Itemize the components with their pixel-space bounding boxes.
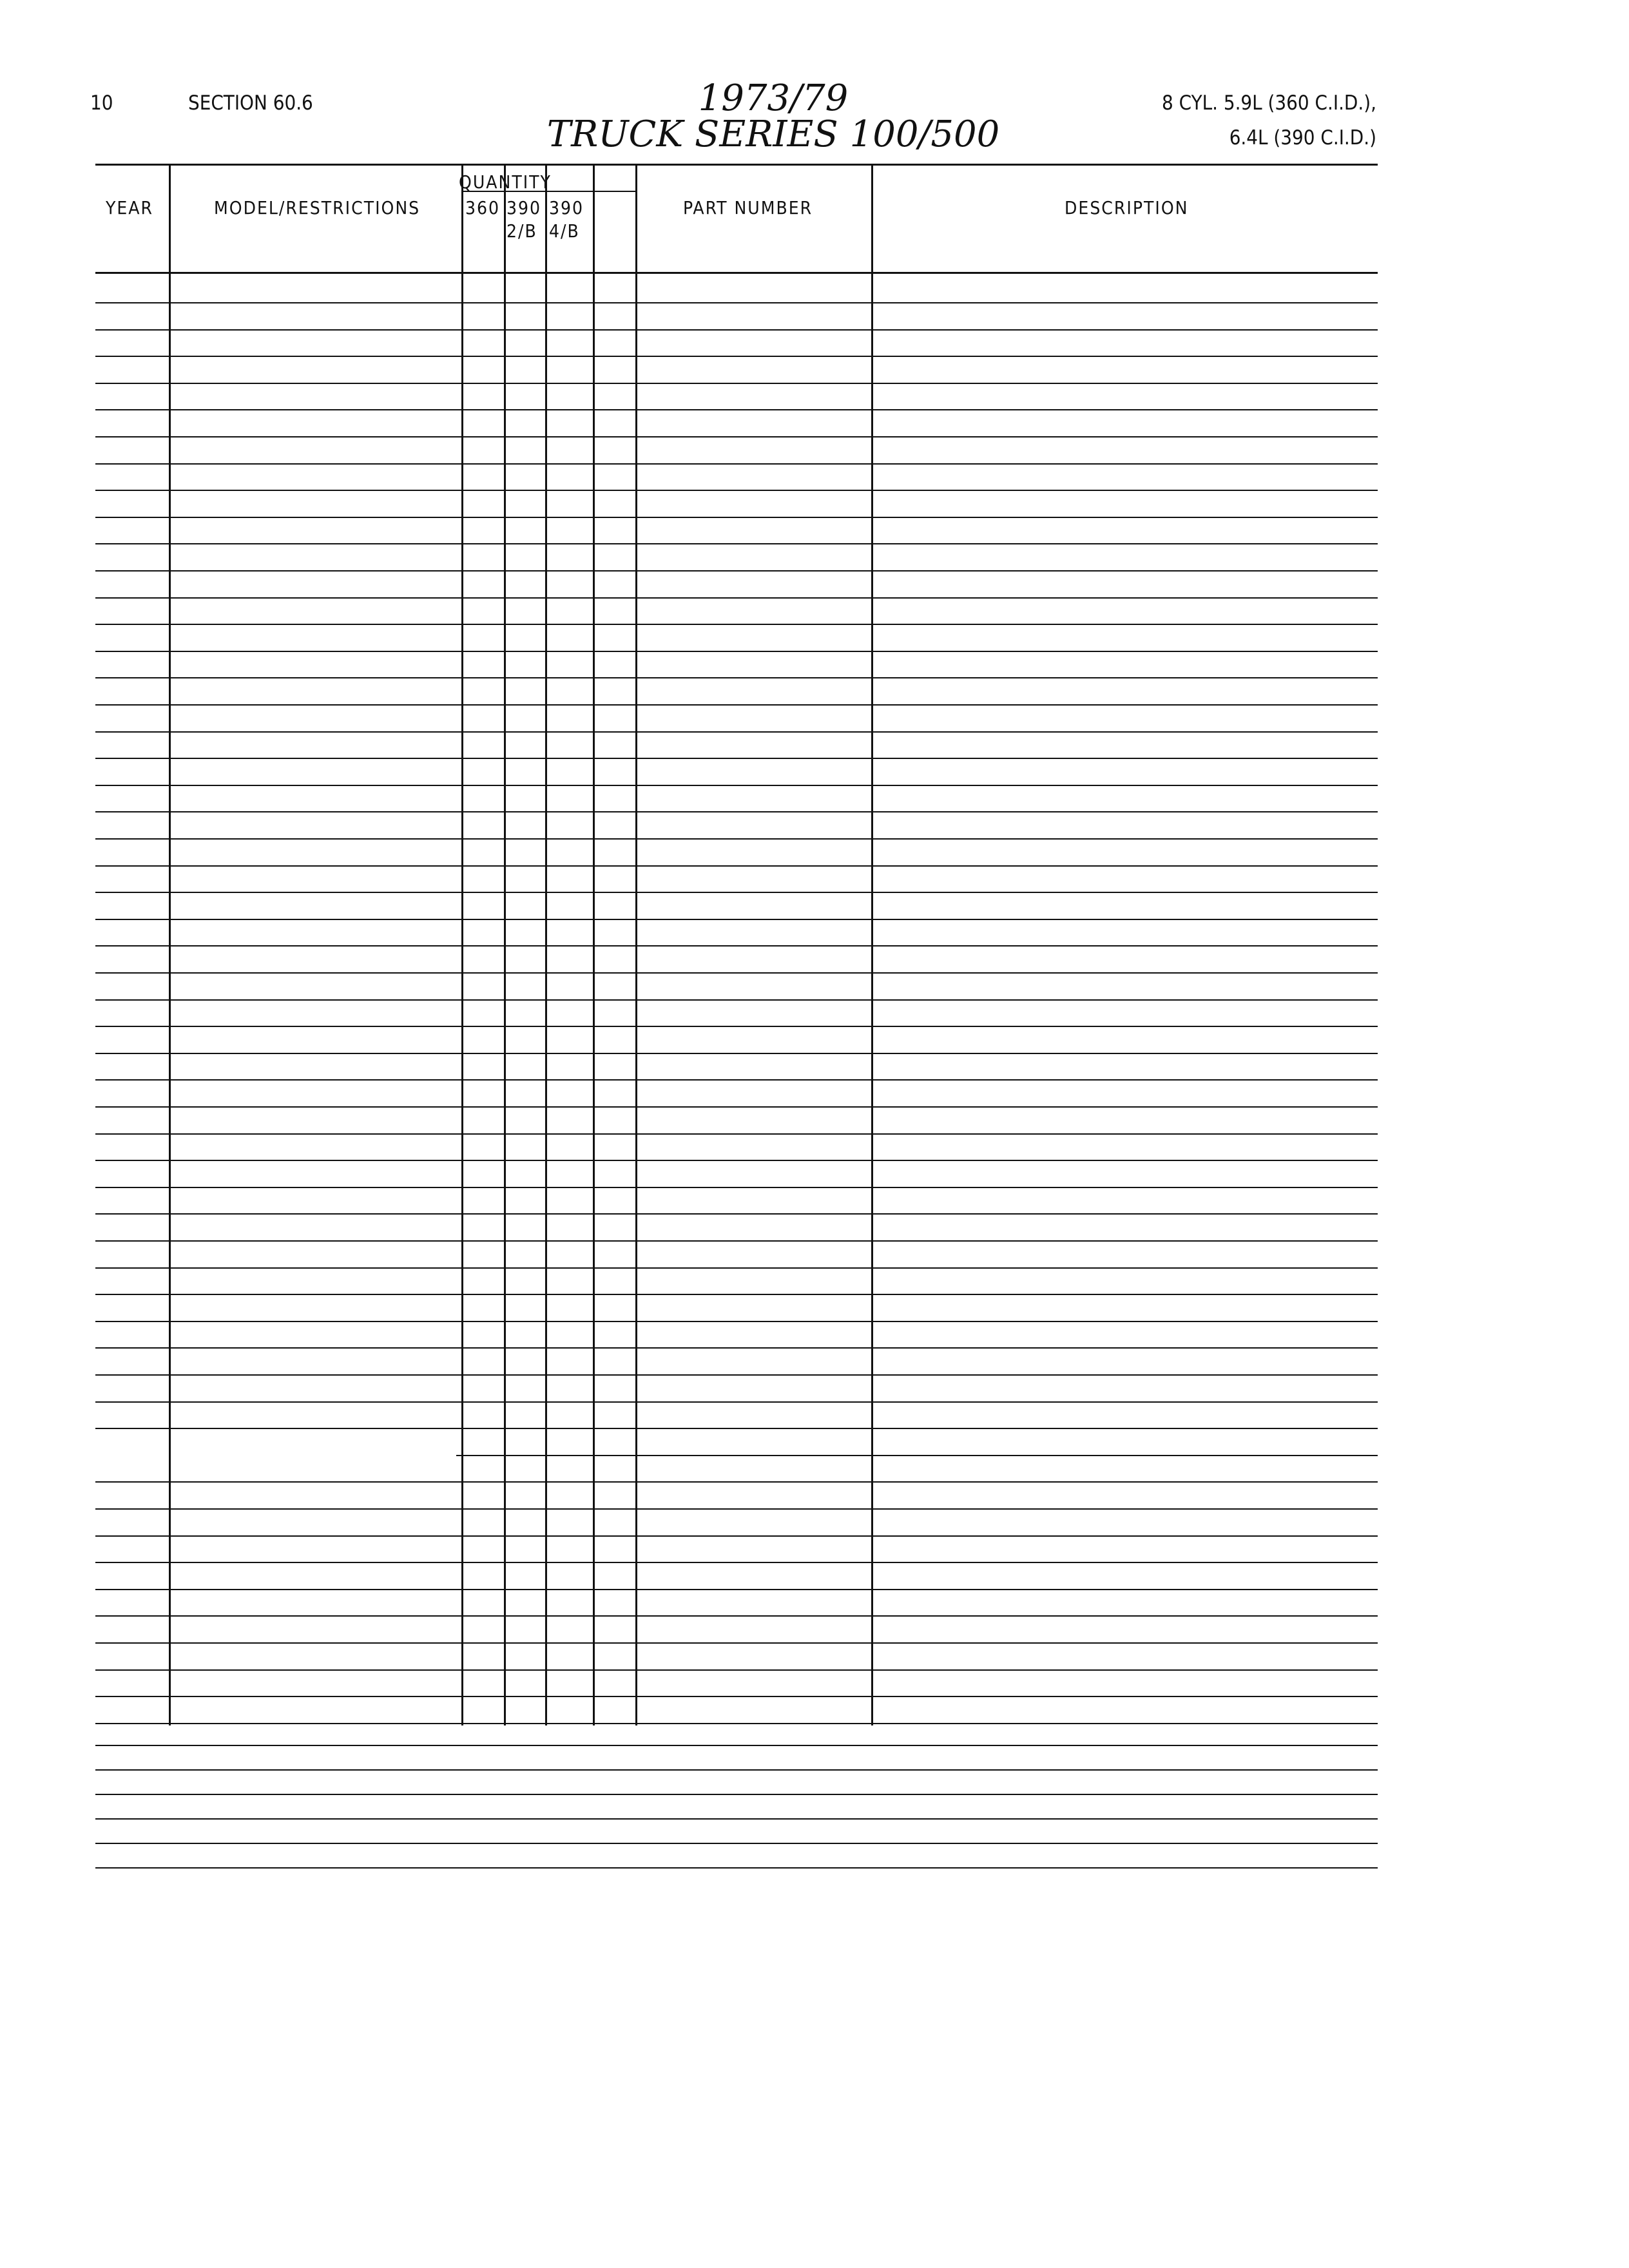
model-col-rule (169, 164, 171, 1725)
row-divider (95, 517, 1378, 518)
page-title-years: 1973/79 (698, 77, 849, 119)
col-header-year: YEAR (106, 197, 154, 218)
row-divider (95, 1723, 1378, 1724)
row-divider (95, 1321, 1378, 1322)
row-divider (95, 731, 1378, 733)
row-divider (95, 1401, 1378, 1403)
section-label: SECTION 60.6 (188, 91, 313, 115)
row-divider (95, 1374, 1378, 1376)
col-header-model: MODEL/RESTRICTIONS (214, 197, 421, 218)
engine-spec-line1: 8 CYL. 5.9L (360 C.I.D.), (1162, 91, 1376, 115)
blank-rule (95, 1769, 1378, 1771)
row-divider (95, 919, 1378, 920)
col-header-quantity: QUANTITY (459, 171, 552, 193)
row-divider (95, 543, 1378, 544)
row-divider (95, 1106, 1378, 1108)
blank-rule (95, 1745, 1378, 1746)
blank-rule (95, 1843, 1378, 1844)
engine-spec-line2: 6.4L (390 C.I.D.) (1229, 126, 1376, 149)
row-divider (95, 677, 1378, 678)
table-top-rule (95, 164, 1378, 166)
col-header-part-number: PART NUMBER (683, 197, 813, 218)
row-divider (95, 1642, 1378, 1644)
row-divider (95, 1240, 1378, 1242)
row-divider (95, 1508, 1378, 1510)
row-divider (95, 1133, 1378, 1135)
row-divider (95, 1026, 1378, 1027)
row-divider (95, 1615, 1378, 1617)
row-divider (95, 356, 1378, 357)
row-divider (95, 383, 1378, 384)
page-title-series: TRUCK SERIES 100/500 (546, 113, 1000, 155)
row-divider (95, 597, 1378, 599)
qty-col-rule (461, 164, 463, 1725)
part-col-rule (635, 164, 637, 1725)
quantity-header-rule (461, 191, 635, 192)
col-header-4b: 4/B (549, 220, 580, 242)
row-divider (95, 972, 1378, 974)
row-divider (95, 1053, 1378, 1054)
row-divider (95, 624, 1378, 625)
row-divider (95, 302, 1378, 303)
row-divider (95, 1535, 1378, 1537)
row-divider (95, 865, 1378, 867)
row-divider (95, 892, 1378, 893)
col-header-390-2b: 390 (506, 197, 542, 218)
row-divider (95, 945, 1378, 947)
row-divider (95, 1160, 1378, 1161)
qty-390-2b-rule (504, 164, 506, 1725)
row-divider (95, 1562, 1378, 1563)
row-divider (95, 463, 1378, 465)
blank-rule (95, 1818, 1378, 1820)
col-header-description: DESCRIPTION (1065, 197, 1189, 218)
qty-390-4b-rule (545, 164, 547, 1725)
row-divider (95, 1267, 1378, 1269)
row-divider (95, 436, 1378, 437)
row-divider (95, 1696, 1378, 1697)
row-divider (95, 1347, 1378, 1349)
row-divider (95, 1294, 1378, 1295)
row-divider (95, 490, 1378, 491)
col-header-390-4b: 390 (549, 197, 584, 218)
qty-end-rule (593, 164, 595, 1725)
row-divider (95, 838, 1378, 840)
page-number: 10 (90, 91, 113, 115)
row-divider (95, 1079, 1378, 1081)
row-divider (95, 999, 1378, 1001)
blank-rule (95, 1867, 1378, 1869)
row-divider (95, 570, 1378, 572)
row-divider (95, 811, 1378, 812)
row-divider (95, 1589, 1378, 1590)
row-divider (95, 1187, 1378, 1188)
row-divider (95, 704, 1378, 706)
row-divider (95, 409, 1378, 410)
col-header-2b: 2/B (506, 220, 537, 242)
row-divider (95, 1669, 1378, 1671)
desc-col-rule (871, 164, 873, 1725)
row-divider (95, 785, 1378, 786)
row-divider (95, 1428, 1378, 1429)
row-divider (95, 651, 1378, 652)
blank-rule (95, 1794, 1378, 1795)
row-divider (95, 1481, 1378, 1483)
col-header-360: 360 (465, 197, 501, 218)
row-divider (95, 758, 1378, 759)
header-bottom-rule (95, 272, 1378, 274)
row-divider (95, 329, 1378, 331)
row-divider (95, 1213, 1378, 1215)
